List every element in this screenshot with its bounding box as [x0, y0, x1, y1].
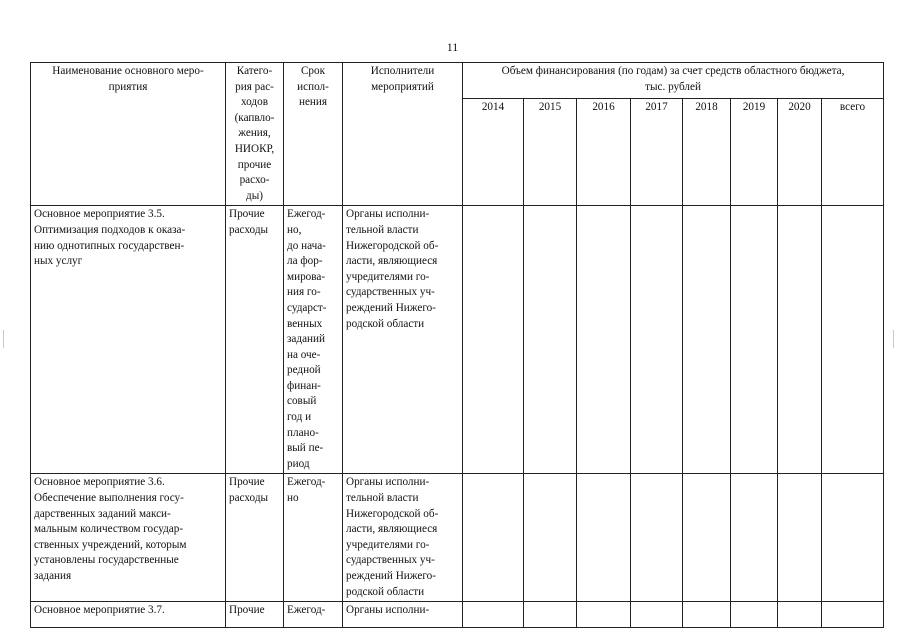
table-row	[31, 474, 884, 602]
row-term: Ежегод-	[284, 602, 343, 628]
header-term: Срок испол- нения	[284, 63, 343, 206]
fund-cell	[577, 602, 631, 628]
fund-cell	[524, 206, 577, 474]
header-year-total: всего	[822, 98, 884, 205]
fund-cell	[731, 474, 778, 602]
row-category: Прочие расходы	[226, 206, 284, 474]
row-category: Прочие расходы	[226, 474, 284, 602]
header-executors: Исполнители мероприятий	[343, 63, 463, 206]
funding-table	[30, 62, 884, 628]
fund-cell	[524, 474, 577, 602]
header-category: Катего- рия рас- ходов (капвло- жения, НИОКР, прочие расхо- ды)	[226, 63, 284, 206]
fund-cell	[778, 206, 822, 474]
row-executors: Органы исполни- тельной власти Нижегородской об- ласти, являющиеся учредителями го- сударственных уч- реждений Нижего- родской области	[343, 474, 463, 602]
row-executors: Органы исполни- тельной власти Нижегородской об- ласти, являющиеся учредителями го- сударственных уч- реждений Нижего- родской области	[343, 206, 463, 474]
fund-cell	[683, 474, 731, 602]
fund-cell	[731, 602, 778, 628]
row-term: Ежегод- но, до нача- ла фор- мирова- ния го- сударст- венных заданий на оче- редной финан- совый год и плано- вый пе- риод	[284, 206, 343, 474]
header-year-2015: 2015	[524, 98, 577, 205]
header-year-2020: 2020	[778, 98, 822, 205]
row-name: Основное мероприятие 3.5. Оптимизация подходов к оказа- нию однотипных государствен- ных услуг	[31, 206, 226, 474]
header-funding: Объем финансирования (по годам) за счет средств областного бюджета, тыс. рублей	[463, 63, 884, 99]
scan-edge-mark	[3, 330, 4, 348]
row-name: Основное мероприятие 3.6. Обеспечение выполнения госу- дарственных заданий макси- мальным количеством государ- ственных учреждений, которым установлены государственные задания	[31, 474, 226, 602]
header-year-2019: 2019	[731, 98, 778, 205]
fund-cell	[463, 602, 524, 628]
fund-cell	[683, 602, 731, 628]
row-category: Прочие	[226, 602, 284, 628]
fund-cell	[778, 602, 822, 628]
fund-cell	[524, 602, 577, 628]
header-name: Наименование основного меро- приятия	[31, 63, 226, 206]
fund-cell	[463, 206, 524, 474]
scan-edge-mark	[893, 330, 894, 348]
fund-cell	[631, 602, 683, 628]
fund-cell	[631, 474, 683, 602]
header-year-2014: 2014	[463, 98, 524, 205]
fund-cell	[463, 474, 524, 602]
fund-cell	[577, 206, 631, 474]
row-executors: Органы исполни-	[343, 602, 463, 628]
header-year-2018: 2018	[683, 98, 731, 205]
fund-cell	[822, 474, 884, 602]
fund-cell	[822, 206, 884, 474]
fund-cell	[778, 474, 822, 602]
fund-cell	[731, 206, 778, 474]
fund-cell	[683, 206, 731, 474]
fund-cell	[577, 474, 631, 602]
row-name: Основное мероприятие 3.7.	[31, 602, 226, 628]
table-row	[31, 206, 884, 474]
header-year-2017: 2017	[631, 98, 683, 205]
table-row	[31, 602, 884, 628]
fund-cell	[822, 602, 884, 628]
fund-cell	[631, 206, 683, 474]
page-number: 11	[446, 40, 459, 54]
row-term: Ежегод- но	[284, 474, 343, 602]
header-year-2016: 2016	[577, 98, 631, 205]
header-row-1	[31, 63, 884, 99]
